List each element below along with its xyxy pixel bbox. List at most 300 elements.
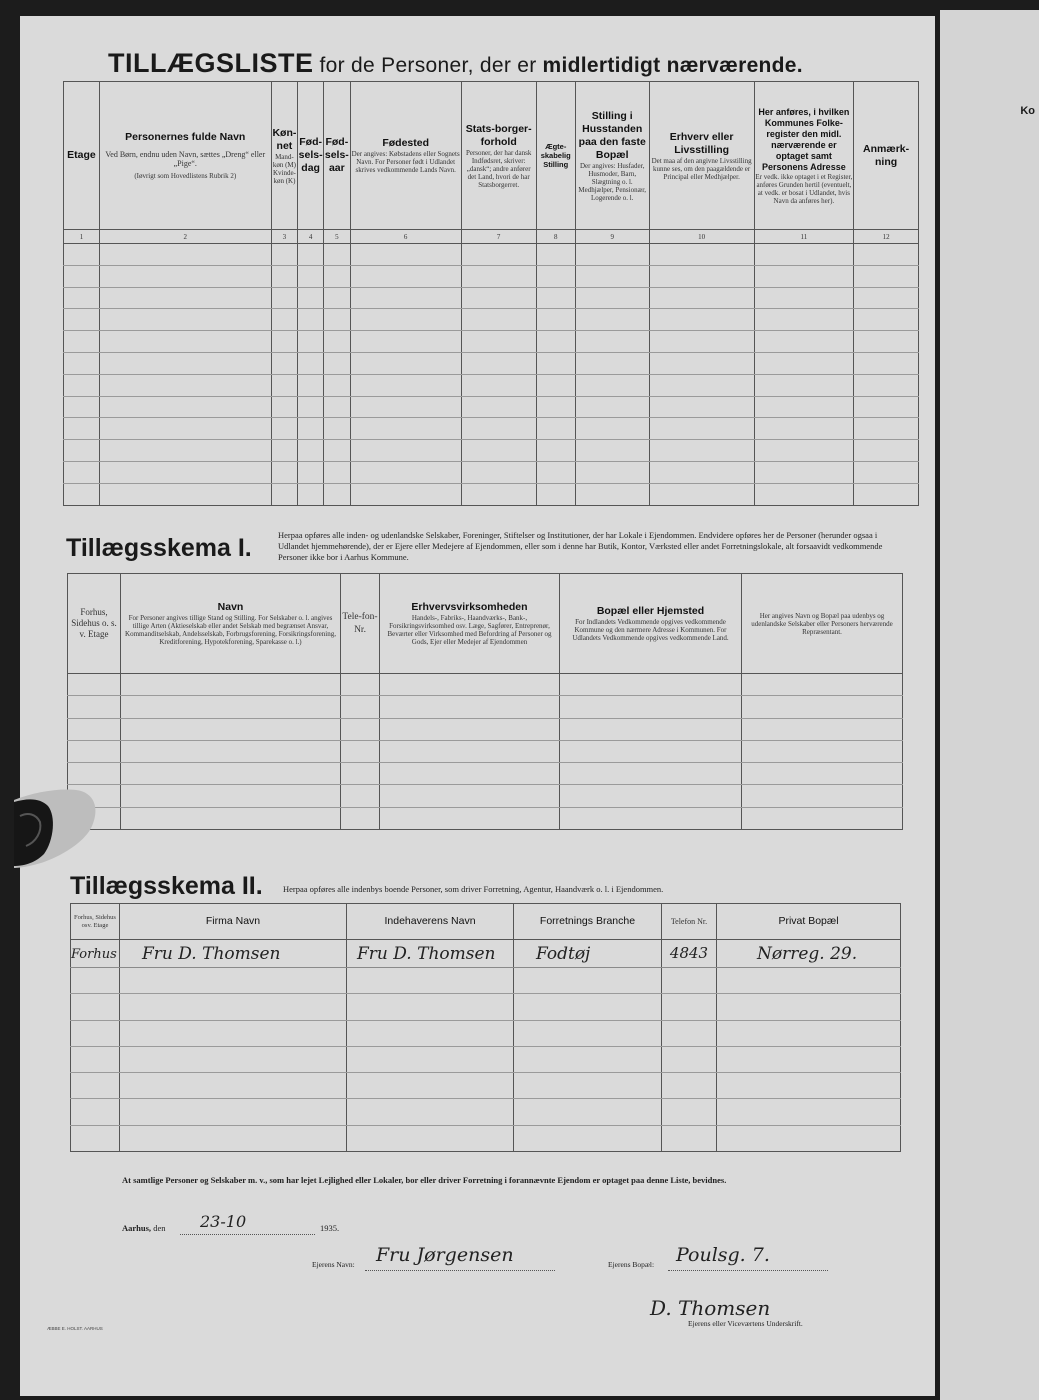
colnum: 11 (754, 230, 854, 244)
empty-cell (854, 374, 919, 396)
empty-cell (64, 352, 100, 374)
tillaegsliste-colnum-row (64, 230, 919, 244)
s1-col-repraesentant: Her angives Navn og Bopæl paa udenbys og udenlandske Selskaber eller Personers herværende Repræsentant. (742, 574, 903, 674)
empty-cell (298, 461, 324, 483)
empty-cell (271, 461, 298, 483)
empty-row (64, 265, 919, 287)
skema2-title: Tillægsskema II. (70, 872, 263, 900)
empty-cell (575, 309, 649, 331)
skema1-table (67, 573, 903, 830)
empty-cell (560, 740, 742, 762)
empty-cell (649, 352, 754, 374)
year: 1935. (320, 1223, 340, 1233)
empty-cell (536, 396, 575, 418)
empty-cell (754, 396, 854, 418)
empty-cell (271, 287, 298, 309)
empty-cell (380, 785, 560, 807)
colnum: 3 (271, 230, 298, 244)
empty-cell (560, 718, 742, 740)
empty-cell (350, 483, 461, 505)
empty-cell (649, 461, 754, 483)
empty-cell (380, 740, 560, 762)
declaration: At samtlige Personer og Selskaber m. v., som har lejet Lejlighed eller Lokaler, bor eller driver Forretning i forannævnte Ejendom er optaget paa denne Liste, bevidnes. (122, 1175, 727, 1185)
empty-cell (461, 309, 536, 331)
col-anmaerkning: Anmærk-ning (854, 82, 919, 230)
den-label: den (153, 1223, 166, 1233)
empty-cell (536, 461, 575, 483)
empty-cell (742, 718, 903, 740)
empty-cell (754, 331, 854, 353)
empty-cell (754, 265, 854, 287)
empty-cell (71, 1046, 120, 1072)
empty-cell (99, 461, 271, 483)
empty-cell (649, 309, 754, 331)
skema2-header-row (71, 904, 901, 940)
address-underline (668, 1270, 828, 1271)
signature-label: Ejerens eller Viceværtens Underskrift. (688, 1319, 803, 1328)
empty-row (68, 807, 903, 829)
empty-cell (99, 265, 271, 287)
empty-cell (854, 396, 919, 418)
empty-cell (323, 352, 350, 374)
colnum: 8 (536, 230, 575, 244)
empty-cell (350, 396, 461, 418)
empty-cell (347, 994, 514, 1020)
owner-handwritten: Fru Jørgensen (376, 1244, 514, 1266)
empty-cell (68, 740, 121, 762)
empty-cell (121, 740, 341, 762)
empty-cell (64, 418, 100, 440)
empty-cell (68, 674, 121, 696)
empty-cell (341, 807, 380, 829)
empty-cell (99, 483, 271, 505)
empty-cell (271, 396, 298, 418)
empty-cell (854, 461, 919, 483)
col-aegteskab: Ægte-skabelig Stilling (536, 82, 575, 230)
empty-cell (461, 265, 536, 287)
empty-cell (717, 1020, 901, 1046)
empty-row (64, 309, 919, 331)
empty-row (71, 1099, 901, 1125)
empty-cell (461, 287, 536, 309)
empty-cell (742, 740, 903, 762)
s2-col-etage: Forhus, Sidehus osv. Etage (71, 904, 120, 940)
empty-cell (298, 374, 324, 396)
skema2-description: Herpaa opføres alle indenbys boende Personer, som driver Forretning, Agentur, Haandværk o. l. i Ejendommen. (283, 884, 664, 894)
colnum: 1 (64, 230, 100, 244)
empty-cell (560, 785, 742, 807)
empty-cell (854, 265, 919, 287)
empty-cell (649, 331, 754, 353)
colnum: 5 (323, 230, 350, 244)
empty-cell (323, 287, 350, 309)
empty-cell (121, 718, 341, 740)
empty-cell (64, 265, 100, 287)
empty-cell (649, 440, 754, 462)
empty-cell (754, 309, 854, 331)
empty-cell (347, 1125, 514, 1151)
empty-cell (536, 418, 575, 440)
empty-cell (350, 374, 461, 396)
empty-cell (536, 352, 575, 374)
empty-cell (575, 483, 649, 505)
col-foedselsdag: Fød-sels-dag (298, 82, 324, 230)
title-normal: for de Personer, der er (319, 54, 537, 77)
empty-row (64, 461, 919, 483)
empty-cell (298, 287, 324, 309)
colnum: 7 (461, 230, 536, 244)
empty-cell (350, 461, 461, 483)
empty-cell (298, 244, 324, 266)
empty-cell (575, 396, 649, 418)
empty-cell (560, 674, 742, 696)
empty-cell (575, 418, 649, 440)
empty-cell (271, 440, 298, 462)
s1-col-erhverv: Erhvervsvirksomheden Handels-, Fabriks-, Haandværks-, Bank-, Forsikringsvirksomhed osv. Læge, Sagfører, Entreprenør, Beværter eller Virksomhed med Befordring af Personer og Gods, Ejer eller Medejer af Ejendommen (380, 574, 560, 674)
empty-cell (461, 461, 536, 483)
col-etage: Etage (64, 82, 100, 230)
empty-cell (350, 244, 461, 266)
empty-row (64, 374, 919, 396)
empty-cell (350, 265, 461, 287)
empty-cell (271, 418, 298, 440)
empty-row (71, 1020, 901, 1046)
empty-cell (64, 287, 100, 309)
city: Aarhus, (122, 1223, 152, 1233)
empty-cell (575, 461, 649, 483)
s2-entry-bopael: Nørreg. 29. (717, 940, 901, 968)
empty-cell (120, 1046, 347, 1072)
facing-page-text: Ko (1020, 105, 1035, 117)
empty-cell (717, 1099, 901, 1125)
empty-cell (271, 265, 298, 287)
empty-cell (71, 1020, 120, 1046)
empty-cell (121, 785, 341, 807)
empty-cell (323, 331, 350, 353)
empty-cell (461, 396, 536, 418)
empty-row (64, 331, 919, 353)
col-stilling: Stilling i Husstanden paa den faste Bopæl Der angives: Husfader, Husmoder, Barn, Slægtning o. l. Medhjælper, Pensionær, Logerende o. l. (575, 82, 649, 230)
empty-cell (514, 968, 662, 994)
empty-row (68, 696, 903, 718)
empty-cell (380, 696, 560, 718)
empty-cell (341, 674, 380, 696)
s2-entry-indehaver: Fru D. Thomsen (347, 940, 514, 968)
s1-col-navn: Navn For Personer angives tillige Stand og Stilling. For Selskaber o. l. angives tillige Arten (Aktieselskab eller andet Selskab med begrænset Ansvar, Kommanditselskab, Andelsselskab, Forbrugsforening, Forsikringsforening, Kreditforening, Hypotekforening, Sparekasse o. l.) (121, 574, 341, 674)
owner-label: Ejerens Navn: (312, 1260, 355, 1269)
colnum: 6 (350, 230, 461, 244)
empty-cell (120, 1099, 347, 1125)
empty-cell (323, 483, 350, 505)
s1-col-etage: Forhus, Sidehus o. s. v. Etage (68, 574, 121, 674)
empty-cell (575, 287, 649, 309)
empty-cell (514, 1046, 662, 1072)
empty-cell (380, 807, 560, 829)
colnum: 10 (649, 230, 754, 244)
owner-underline (365, 1270, 555, 1271)
empty-row (64, 418, 919, 440)
empty-cell (717, 1125, 901, 1151)
empty-cell (68, 718, 121, 740)
empty-cell (854, 309, 919, 331)
empty-cell (323, 265, 350, 287)
empty-row (64, 287, 919, 309)
empty-cell (536, 244, 575, 266)
empty-row (68, 740, 903, 762)
empty-cell (64, 309, 100, 331)
empty-cell (854, 331, 919, 353)
empty-cell (742, 807, 903, 829)
s2-entry-branche: Fodtøj (514, 940, 662, 968)
empty-cell (754, 287, 854, 309)
empty-row (68, 718, 903, 740)
empty-cell (120, 1020, 347, 1046)
empty-cell (71, 1073, 120, 1099)
empty-cell (323, 440, 350, 462)
empty-cell (662, 1073, 717, 1099)
empty-cell (560, 696, 742, 718)
empty-cell (575, 352, 649, 374)
empty-cell (536, 483, 575, 505)
empty-row (71, 968, 901, 994)
s2-col-telefon: Telefon Nr. (662, 904, 717, 940)
empty-cell (298, 352, 324, 374)
main-title (108, 48, 803, 79)
empty-cell (536, 309, 575, 331)
empty-cell (380, 674, 560, 696)
empty-row (64, 440, 919, 462)
s2-col-firma: Firma Navn (120, 904, 347, 940)
empty-cell (854, 440, 919, 462)
empty-cell (341, 696, 380, 718)
empty-cell (649, 396, 754, 418)
empty-cell (64, 461, 100, 483)
empty-cell (323, 461, 350, 483)
facing-page (940, 10, 1039, 1400)
empty-cell (461, 483, 536, 505)
empty-cell (347, 1046, 514, 1072)
empty-cell (854, 244, 919, 266)
empty-cell (120, 994, 347, 1020)
empty-cell (754, 244, 854, 266)
empty-cell (121, 763, 341, 785)
empty-row (71, 1073, 901, 1099)
empty-cell (64, 483, 100, 505)
empty-cell (717, 994, 901, 1020)
col-statsborger: Stats-borger-forhold Personer, der har dansk Indfødsret, skriver: „dansk“; andre anfører det Land, hvori de har Statsborgerret. (461, 82, 536, 230)
empty-cell (323, 396, 350, 418)
s1-col-bopael: Bopæl eller Hjemsted For Indlandets Vedkommende opgives vedkommende Kommune og den nærmere Adresse i Kommunen. For Udlandets Vedkommende opgives vedkommende Land. (560, 574, 742, 674)
empty-cell (560, 807, 742, 829)
s2-col-indehaver: Indehaverens Navn (347, 904, 514, 940)
empty-cell (461, 440, 536, 462)
empty-cell (350, 331, 461, 353)
empty-cell (298, 440, 324, 462)
empty-cell (649, 483, 754, 505)
empty-cell (380, 763, 560, 785)
empty-cell (742, 785, 903, 807)
empty-cell (99, 244, 271, 266)
skema1-description: Herpaa opføres alle inden- og udenlandske Selskaber, Foreninger, Stiftelser og Institutioner, der har Lokale i Ejendommen. Endvidere opføres her de Personer (herunder ogsaa i Udlandet hjemmehørende), der er Ejere eller Medejere af Ejendommen, eller som i denne har Butik, Kontor, Værksted eller andet Forretningslokale, alt forsaavidt vedkommende Personer ikke bor i Aarhus Kommune. (278, 530, 883, 562)
empty-cell (536, 287, 575, 309)
empty-cell (323, 309, 350, 331)
empty-cell (575, 331, 649, 353)
empty-cell (298, 396, 324, 418)
empty-cell (649, 244, 754, 266)
empty-cell (99, 374, 271, 396)
empty-row (71, 994, 901, 1020)
skema1-title: Tillægsskema I. (66, 534, 252, 562)
empty-cell (298, 265, 324, 287)
skema2-table (70, 903, 901, 1152)
empty-cell (99, 396, 271, 418)
col-foedested: Fødested Der angives: Købstadens eller Sognets Navn. For Personer født i Udlandet skrives vedkommende Lands Navn. (350, 82, 461, 230)
empty-row (68, 785, 903, 807)
empty-cell (662, 1046, 717, 1072)
empty-cell (649, 265, 754, 287)
thumb-image (14, 788, 102, 870)
skema1-header-row (68, 574, 903, 674)
empty-row (68, 763, 903, 785)
empty-cell (271, 244, 298, 266)
empty-cell (347, 968, 514, 994)
empty-cell (536, 331, 575, 353)
empty-cell (120, 1073, 347, 1099)
col-erhverv: Erhverv eller Livsstilling Det maa af den angivne Livsstilling kunne ses, om den paagældende er Principal eller Medhjælper. (649, 82, 754, 230)
empty-cell (662, 968, 717, 994)
empty-cell (536, 440, 575, 462)
col-register: Her anføres, i hvilken Kommunes Folke-register den midl. nærværende er optaget samt Personens Adresse Er vedk. ikke optaget i et Register, anføres Grunden hertil (eventuelt, at vedk. er bosat i Udlandet, hvis Navn da anføres her). (754, 82, 854, 230)
empty-cell (99, 352, 271, 374)
empty-cell (461, 352, 536, 374)
empty-cell (298, 309, 324, 331)
empty-cell (341, 785, 380, 807)
empty-cell (649, 418, 754, 440)
s2-entry-etage: Forhus (71, 940, 120, 968)
empty-cell (64, 440, 100, 462)
empty-cell (347, 1073, 514, 1099)
empty-cell (121, 696, 341, 718)
empty-cell (717, 1073, 901, 1099)
colnum: 4 (298, 230, 324, 244)
empty-cell (71, 994, 120, 1020)
empty-cell (649, 287, 754, 309)
empty-cell (662, 1020, 717, 1046)
empty-cell (271, 352, 298, 374)
empty-cell (271, 331, 298, 353)
empty-cell (99, 309, 271, 331)
empty-cell (560, 763, 742, 785)
empty-cell (742, 696, 903, 718)
empty-cell (461, 331, 536, 353)
empty-cell (854, 418, 919, 440)
empty-cell (662, 994, 717, 1020)
colnum: 2 (99, 230, 271, 244)
empty-row (64, 396, 919, 418)
empty-cell (323, 244, 350, 266)
empty-cell (121, 674, 341, 696)
empty-cell (461, 244, 536, 266)
empty-cell (350, 418, 461, 440)
empty-cell (350, 440, 461, 462)
empty-cell (649, 374, 754, 396)
empty-cell (121, 807, 341, 829)
empty-cell (742, 674, 903, 696)
empty-cell (461, 418, 536, 440)
empty-cell (575, 244, 649, 266)
empty-cell (64, 244, 100, 266)
colnum: 12 (854, 230, 919, 244)
empty-cell (754, 483, 854, 505)
address-label: Ejerens Bopæl: (608, 1260, 655, 1269)
skema2-entry-row (71, 940, 901, 968)
empty-cell (99, 331, 271, 353)
empty-cell (120, 968, 347, 994)
empty-cell (662, 1125, 717, 1151)
empty-cell (341, 740, 380, 762)
empty-cell (298, 331, 324, 353)
empty-cell (575, 265, 649, 287)
empty-cell (347, 1020, 514, 1046)
empty-cell (575, 440, 649, 462)
empty-cell (717, 968, 901, 994)
empty-cell (99, 440, 271, 462)
empty-cell (754, 440, 854, 462)
empty-cell (271, 483, 298, 505)
empty-row (71, 1046, 901, 1072)
empty-row (71, 1125, 901, 1151)
empty-cell (575, 374, 649, 396)
empty-cell (350, 287, 461, 309)
empty-cell (662, 1099, 717, 1125)
empty-cell (271, 309, 298, 331)
empty-cell (350, 309, 461, 331)
date-handwritten: 23-10 (200, 1212, 247, 1231)
empty-cell (341, 718, 380, 740)
empty-cell (536, 374, 575, 396)
empty-cell (350, 352, 461, 374)
s2-entry-telefon: 4843 (662, 940, 717, 968)
empty-row (68, 674, 903, 696)
empty-cell (68, 696, 121, 718)
empty-cell (271, 374, 298, 396)
empty-row (64, 244, 919, 266)
signature-handwritten: D. Thomsen (650, 1296, 771, 1320)
empty-cell (341, 763, 380, 785)
empty-cell (64, 396, 100, 418)
col-koen: Køn-net Mand-køn (M) Kvinde-køn (K) (271, 82, 298, 230)
empty-cell (99, 418, 271, 440)
empty-cell (323, 418, 350, 440)
empty-cell (514, 994, 662, 1020)
empty-row (64, 483, 919, 505)
empty-cell (99, 287, 271, 309)
empty-cell (854, 352, 919, 374)
col-navn: Personernes fulde Navn Ved Børn, endnu uden Navn, sættes „Dreng“ eller „Pige“. (Iøvrigt som Hovedlistens Rubrik 2) (99, 82, 271, 230)
s2-col-branche: Forretnings Branche (514, 904, 662, 940)
form-page (20, 16, 935, 1396)
title-bold-1: TILLÆGSLISTE (108, 48, 314, 78)
s2-entry-firma: Fru D. Thomsen (120, 940, 347, 968)
empty-cell (742, 763, 903, 785)
date-line (122, 1223, 165, 1233)
empty-cell (461, 374, 536, 396)
empty-cell (71, 1125, 120, 1151)
address-handwritten: Poulsg. 7. (676, 1244, 770, 1266)
date-underline (180, 1234, 315, 1235)
empty-cell (64, 374, 100, 396)
empty-cell (323, 374, 350, 396)
